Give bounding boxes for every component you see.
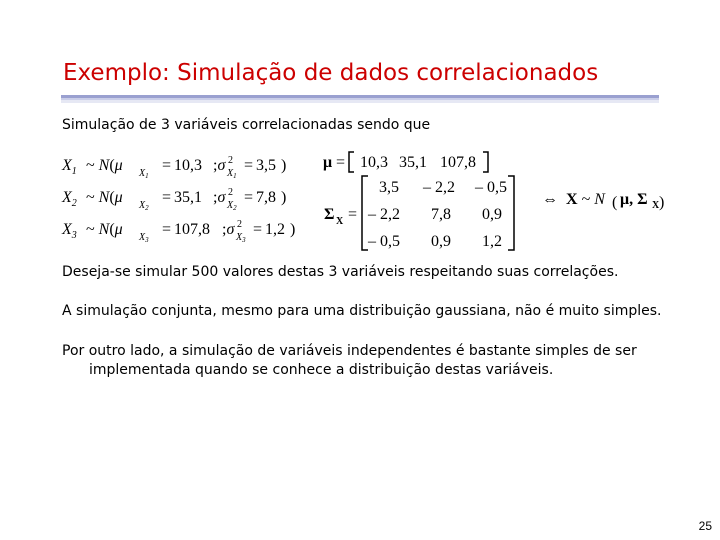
svg-text:;σ: ;σ — [222, 221, 235, 238]
distribution-row-1 — [61, 155, 286, 180]
cov-cell-2-3: 0,9 — [482, 206, 502, 223]
sigma-sub: X — [336, 216, 344, 227]
svg-text:X1: $X_1$ — [227, 168, 237, 180]
matrix-bracket-right — [508, 176, 514, 250]
svg-text:=: = — [244, 157, 254, 174]
mu-vector-item-3: 107,8 — [440, 154, 476, 171]
slide-title: Exemplo: Simulação de dados correlacionados — [63, 60, 599, 86]
paragraph-joint-simulation: A simulação conjunta, mesmo para uma distribuição gaussiana, não é muito simples. — [62, 303, 662, 319]
mu-vector-item-1: 10,3 — [360, 154, 388, 171]
svg-text:=: = — [244, 189, 254, 206]
cov-cell-2-2: 7,8 — [431, 206, 451, 223]
mu-bracket-left — [349, 152, 354, 172]
var-x3: $X_3$ — [62, 221, 77, 241]
tilde-n-1: ~ N(μ — [86, 157, 123, 174]
var-x1: $X_1$ — [62, 157, 77, 177]
svg-text:~ N(μ: ~ N(μ — [86, 221, 123, 238]
paragraph-independent-line-2: implementada quando se conhece a distribuição destas variáveis. — [89, 362, 554, 378]
page-number: 25 — [698, 519, 712, 533]
mu-vector — [323, 152, 488, 172]
svg-text:2: 2 — [237, 219, 242, 230]
svg-text:): ) — [281, 157, 287, 174]
cov-cell-3-1: – 0,5 — [368, 233, 400, 250]
var-x2: $X_2$ — [62, 189, 77, 209]
sigma-number-3: 1,2 — [265, 221, 285, 238]
paragraph-simulate: Deseja-se simular 500 valores destas 3 variáveis respeitando suas correlações. — [62, 264, 619, 280]
cov-cell-3-3: 1,2 — [482, 233, 502, 250]
svg-text:2: 2 — [228, 187, 233, 198]
cov-cell-1-1: 3,5 — [379, 179, 399, 196]
mu-vector-item-2: 35,1 — [399, 154, 427, 171]
svg-text:X3: $X_3$ — [139, 232, 149, 244]
svg-text:X2: $X_2$ — [227, 200, 237, 212]
distribution-row-2 — [61, 187, 286, 212]
mu-sub-1: $X_1$ — [139, 168, 149, 180]
sigma-number-1: 3,5 — [256, 157, 276, 174]
mu-number-3: 107,8 — [174, 221, 210, 238]
joint-args: μ, Σ — [620, 191, 648, 208]
sigma-part-1: ;σ — [213, 157, 226, 174]
cov-cell-3-2: 0,9 — [431, 233, 451, 250]
svg-text:X2: $X_2$ — [139, 200, 149, 212]
mu-number-2: 35,1 — [174, 189, 202, 206]
joint-lhs: X ~ N — [566, 191, 605, 208]
mu-number-1: 10,3 — [174, 157, 202, 174]
svg-text:~ N(μ: ~ N(μ — [86, 189, 123, 206]
svg-text:X3: $X_3$ — [236, 232, 246, 244]
svg-text:=: = — [253, 221, 263, 238]
iff-arrow: ⇔ — [542, 191, 558, 208]
intro-text: Simulação de 3 variáveis correlacionadas sendo que — [62, 117, 431, 133]
paragraph-independent-line-1: Por outro lado, a simulação de variáveis independentes é bastante simples de ser — [62, 343, 637, 359]
svg-text:): ) — [290, 221, 296, 238]
covariance-matrix — [324, 176, 514, 250]
svg-text:=: = — [162, 221, 172, 238]
svg-text:): ) — [281, 189, 287, 206]
svg-text:=: = — [162, 189, 172, 206]
cov-cell-2-1: – 2,2 — [368, 206, 400, 223]
joint-distribution — [542, 191, 664, 211]
sigma-symbol: Σ — [324, 206, 335, 223]
mu-equals: = — [336, 154, 346, 171]
sigma-number-2: 7,8 — [256, 189, 276, 206]
cov-cell-1-2: – 2,2 — [423, 179, 455, 196]
sigma-equals: = — [348, 206, 358, 223]
cov-cell-1-3: – 0,5 — [475, 179, 507, 196]
svg-text:2: 2 — [228, 155, 233, 166]
distribution-row-3 — [61, 219, 295, 244]
mu-bracket-right — [483, 152, 488, 172]
mu-symbol: μ — [323, 154, 333, 171]
joint-paren-close: ) — [659, 194, 665, 211]
joint-paren-open: ( — [612, 194, 618, 211]
svg-text:;σ: ;σ — [213, 189, 226, 206]
mu-value-1: = — [162, 157, 172, 174]
joint-args-sub: X — [652, 200, 660, 211]
